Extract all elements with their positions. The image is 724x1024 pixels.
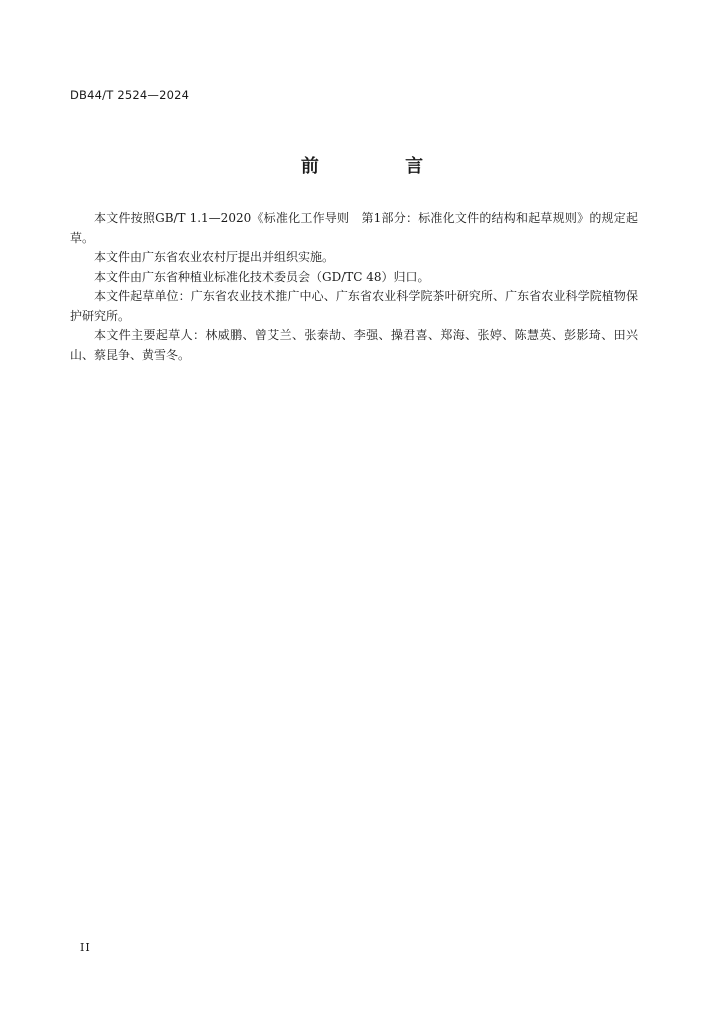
foreword-body	[70, 209, 638, 365]
page-number: II	[80, 941, 91, 954]
paragraph-drafters: 本文件主要起草人：林威鹏、曾艾兰、张泰劼、李强、操君喜、郑海、张婷、陈慧英、彭影琦、田兴山、蔡昆争、黄雪冬。	[70, 328, 638, 362]
document-code: DB44/T 2524—2024	[70, 88, 190, 102]
paragraph-proposer: 本文件由广东省农业农村厅提出并组织实施。	[94, 250, 335, 264]
paragraph-drafting-units: 本文件起草单位：广东省农业技术推广中心、广东省农业科学院茶叶研究所、广东省农业科学院植物保护研究所。	[70, 289, 638, 323]
page-title: 前 言	[300, 156, 464, 177]
paragraph-committee: 本文件由广东省种植业标准化技术委员会（GD/TC 48）归口。	[94, 269, 430, 284]
paragraph-drafting-basis: 本文件按照GB/T 1.1—2020《标准化工作导则 第1部分：标准化文件的结构和起草规则》的规定起草。	[70, 211, 638, 245]
